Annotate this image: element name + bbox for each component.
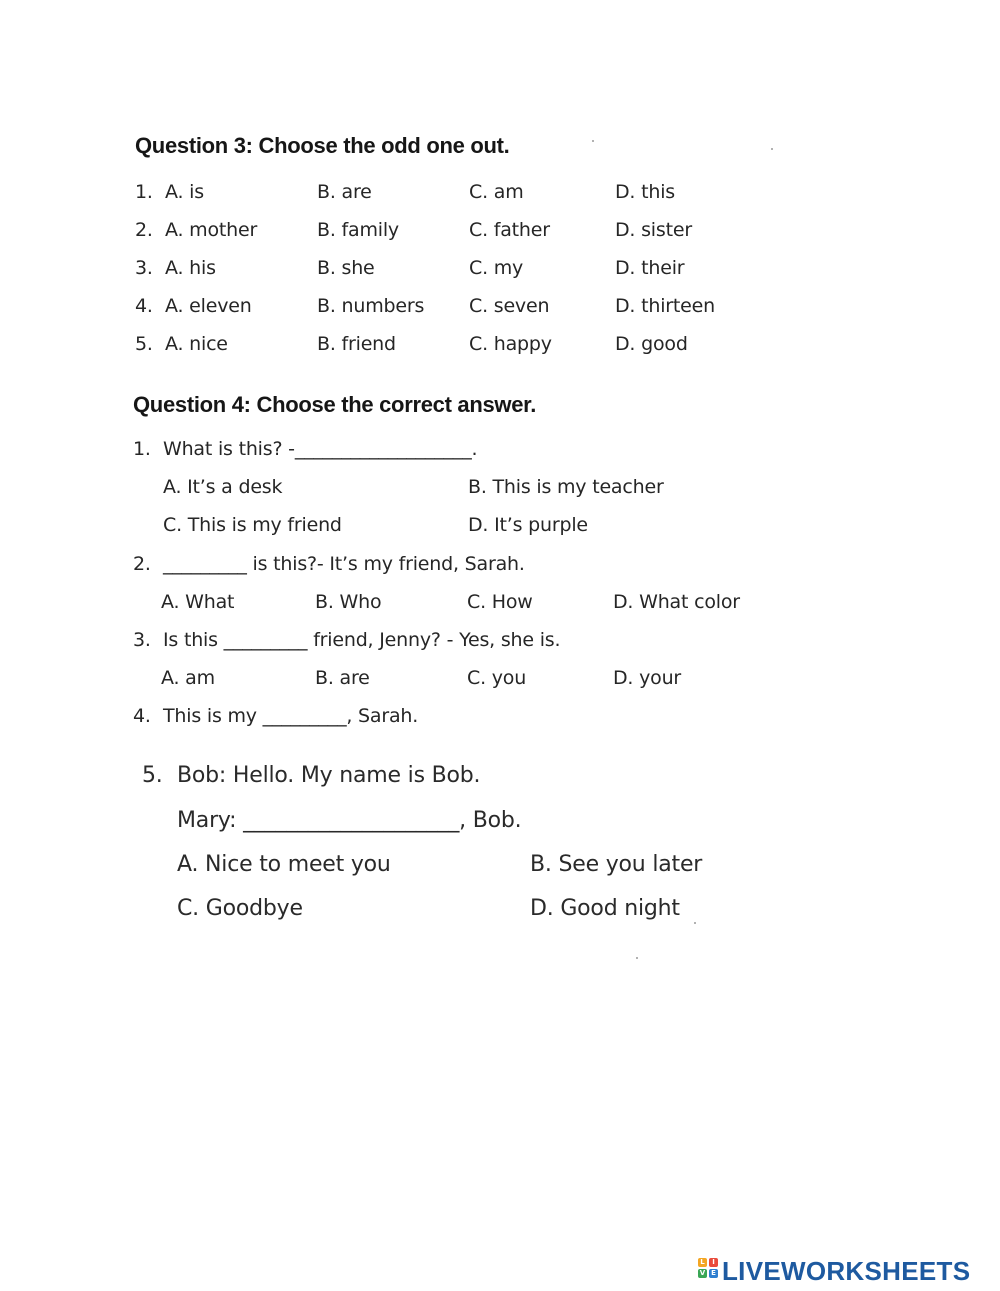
q4-item-2-option-b: B. Who	[315, 591, 382, 613]
logo-letter: L	[698, 1258, 707, 1267]
q4-item-3-question: Is this _________ friend, Jenny? - Yes, she is.	[163, 629, 561, 651]
scan-speck	[771, 148, 773, 150]
q4-item-5-number: 5.	[142, 763, 163, 788]
q3-option-b: B. are	[317, 181, 372, 203]
question-4-title: Question 4: Choose the correct answer.	[133, 392, 537, 417]
q3-option-a: A. mother	[165, 219, 258, 241]
q4-item-1-number: 1.	[133, 438, 151, 460]
q3-row-number: 1.	[135, 181, 153, 203]
q3-option-b: B. numbers	[317, 295, 425, 317]
logo-mark-icon	[698, 1258, 720, 1280]
q4-item-3-option-d: D. your	[613, 667, 682, 689]
q4-item-2-question: _________ is this?- It’s my friend, Sarah.	[163, 553, 525, 575]
q4-item-1-option-b: B. This is my teacher	[468, 476, 664, 498]
q4-item-2-number: 2.	[133, 553, 151, 575]
q3-option-c: C. am	[469, 181, 524, 203]
q3-option-a: A. nice	[165, 333, 228, 355]
q3-row-number: 5.	[135, 333, 153, 355]
q3-row-number: 4.	[135, 295, 153, 317]
q4-item-5-option-b: B. See you later	[530, 852, 703, 877]
logo-letter: V	[699, 1269, 706, 1277]
logo-letter: E	[709, 1269, 718, 1278]
scan-speck	[636, 957, 638, 959]
q4-item-4-question: This is my _________, Sarah.	[163, 705, 419, 727]
q3-option-b: B. friend	[317, 333, 396, 355]
q4-item-3-option-c: C. you	[467, 667, 527, 689]
q4-item-5-line-2: Mary: ____________________, Bob.	[177, 808, 522, 833]
q4-item-2-option-a: A. What	[161, 591, 235, 613]
q4-item-3-option-a: A. am	[161, 667, 215, 689]
q3-option-d: D. good	[615, 333, 688, 355]
q3-option-c: C. father	[469, 219, 550, 241]
q4-item-2-option-d: D. What color	[613, 591, 740, 613]
q3-option-b: B. family	[317, 219, 399, 241]
q3-option-a: A. is	[165, 181, 204, 203]
q4-item-1-question: What is this? -___________________.	[163, 438, 478, 460]
q3-option-c: C. my	[469, 257, 524, 279]
q4-item-1-option-c: C. This is my friend	[163, 514, 342, 536]
q3-option-d: D. thirteen	[615, 295, 715, 317]
q4-item-3-option-b: B. are	[315, 667, 370, 689]
q3-option-a: A. eleven	[165, 295, 252, 317]
q3-option-d: D. sister	[615, 219, 692, 241]
q3-option-a: A. his	[165, 257, 216, 279]
q3-option-d: D. their	[615, 257, 685, 279]
question-3-title: Question 3: Choose the odd one out.	[135, 133, 510, 158]
q4-item-3-number: 3.	[133, 629, 151, 651]
q4-item-4-number: 4.	[133, 705, 151, 727]
q3-row-number: 3.	[135, 257, 153, 279]
scan-speck	[592, 140, 594, 142]
q3-option-c: C. happy	[469, 333, 552, 355]
q4-item-1-option-a: A. It’s a desk	[163, 476, 283, 498]
logo-text: LIVEWORKSHEETS	[722, 1256, 971, 1286]
scan-speck	[694, 922, 696, 924]
q3-option-c: C. seven	[469, 295, 550, 317]
q4-item-1-option-d: D. It’s purple	[468, 514, 588, 536]
q4-item-2-option-c: C. How	[467, 591, 533, 613]
q3-option-d: D. this	[615, 181, 675, 203]
logo-letter: I	[709, 1258, 718, 1267]
q3-option-b: B. she	[317, 257, 375, 279]
q4-item-5-option-c: C. Goodbye	[177, 896, 303, 921]
q3-row-number: 2.	[135, 219, 153, 241]
q4-item-5-line-1: Bob: Hello. My name is Bob.	[177, 763, 481, 788]
q4-item-5-option-d: D. Good night	[530, 896, 680, 921]
q4-item-5-option-a: A. Nice to meet you	[177, 852, 391, 877]
